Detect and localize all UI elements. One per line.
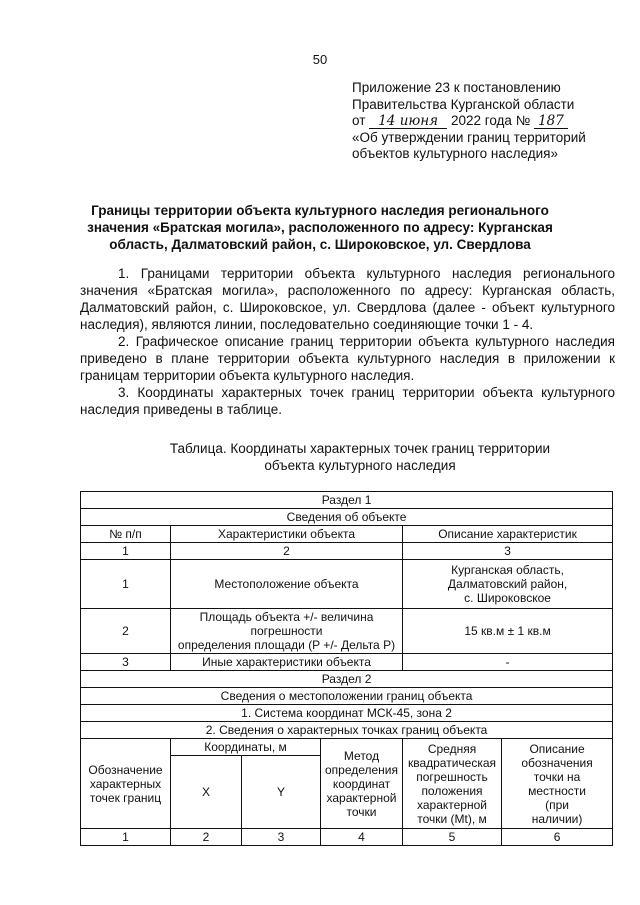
header-line: обозначения [521,755,593,770]
header-line: Обозначение [88,762,163,777]
paragraph-3: 3. Координаты характерных точек границ территории объекта культурного наследия приведены в таблице. [80,385,615,417]
header-line: Средняя [427,741,477,756]
handwritten-date: 14 июня [369,115,447,129]
row-desc: 15 кв.м ± 1 кв.м [403,609,613,654]
designation-header [81,739,171,829]
page-number: 50 [312,52,328,67]
header-line: определения [324,762,399,777]
char-line: определения площади (P +/- Дельта P) [177,638,396,652]
body-text [80,265,615,418]
row-no: 2 [81,609,171,654]
table-caption [80,440,640,474]
col-num: 6 [502,829,613,846]
col-num: 4 [321,829,403,846]
row-no: 3 [81,654,171,671]
header-line: погрешность [416,769,488,784]
desc-line: с. Широковское [464,591,551,605]
coord-system-header: 1. Система координат МСК-45, зона 2 [81,705,613,722]
appendix-line-2: Правительства Курганской области [352,96,575,112]
desc-line: Далматовский район, [447,577,568,591]
table-row [81,654,613,671]
title-line-3: область, Далматовский район, с. Широковское, ул. Свердлова [109,237,531,252]
header-line: квадратическая [407,755,497,770]
appendix-line-1: Приложение 23 к постановлению [352,80,561,95]
col-char-header: Характеристики объекта [171,526,403,543]
header-line: характерной [417,797,487,812]
y-header: Y [242,756,321,829]
appendix-line-4: «Об утверждении границ территорий [352,129,586,145]
col-no-header: № п/п [81,526,171,543]
handwritten-number: 187 [534,115,568,129]
table-caption-line-2: объекта культурного наследия [264,458,456,473]
section-1-header: Раздел 1 [81,492,613,509]
header-line: характерных [89,776,162,791]
row-desc: - [403,654,613,671]
appendix-line-3 [352,113,622,130]
paragraph-1: 1. Границами территории объекта культурного наследия регионального значения «Братская могила», расположенного по адресу: Курганская область, Далматовский район, с. Широковское, ул. Свердлова (далее - объект культурного наследия), являются линии, последовательно соединяющие точки 1 - 4. [80,266,615,332]
num-cell: 1 [81,543,171,560]
desc-line: Курганская область, [451,563,564,577]
row-char [171,609,403,654]
header-line: координат [332,776,391,791]
header-line: точек границ [89,790,162,805]
appendix-prefix: от [352,113,366,128]
char-line: Площадь объекта +/- величина погрешности [199,610,374,638]
header-line: точки на [533,769,581,784]
object-info-header: Сведения об объекте [81,509,613,526]
header-line: положения [421,783,483,798]
col-num: 3 [242,829,321,846]
appendix-year: 2022 года № [450,113,531,128]
method-header [321,739,403,829]
col-num: 1 [81,829,171,846]
table-caption-line-1: Таблица. Координаты характерных точек границ территории [169,441,551,456]
row-char: Иные характеристики объекта [171,654,403,671]
x-header: X [171,756,242,829]
col-num: 5 [403,829,502,846]
table-row [81,609,613,654]
location-info-header: Сведения о местоположении границ объекта [81,688,613,705]
row-no: 1 [81,560,171,609]
num-cell: 2 [171,543,403,560]
section-2-header: Раздел 2 [81,671,613,688]
header-line: Метод [343,748,380,763]
document-title [70,202,570,253]
coordinates-table [80,491,613,846]
appendix-block [352,80,622,163]
col-desc-header: Описание характеристик [403,526,613,543]
table-row [81,560,613,609]
row-desc [403,560,613,609]
points-info-header: 2. Сведения о характерных точках границ объекта [81,722,613,739]
appendix-line-5: объектов культурного наследия» [352,146,558,161]
error-header [403,739,502,829]
header-line: (при [545,797,569,812]
header-line: характерной [326,790,397,805]
header-line: наличии) [531,811,583,826]
col-num: 2 [171,829,242,846]
header-line: местности [528,783,586,798]
header-line: точки [346,804,377,819]
row-char: Местоположение объекта [171,560,403,609]
coords-header: Координаты, м [171,739,321,756]
title-line-1: Границы территории объекта культурного наследия регионального [91,203,549,218]
header-line: Описание [529,741,585,756]
num-cell: 3 [403,543,613,560]
marking-header [502,739,613,829]
header-line: точки (Mt), м [417,811,487,826]
title-line-2: значения «Братская могила», расположенного по адресу: Курганская [87,220,553,235]
paragraph-2: 2. Графическое описание границ территории объекта культурного наследия приведено в плане территории объекта культурного наследия в приложении к границам территории объекта культурного наследия. [80,334,615,383]
